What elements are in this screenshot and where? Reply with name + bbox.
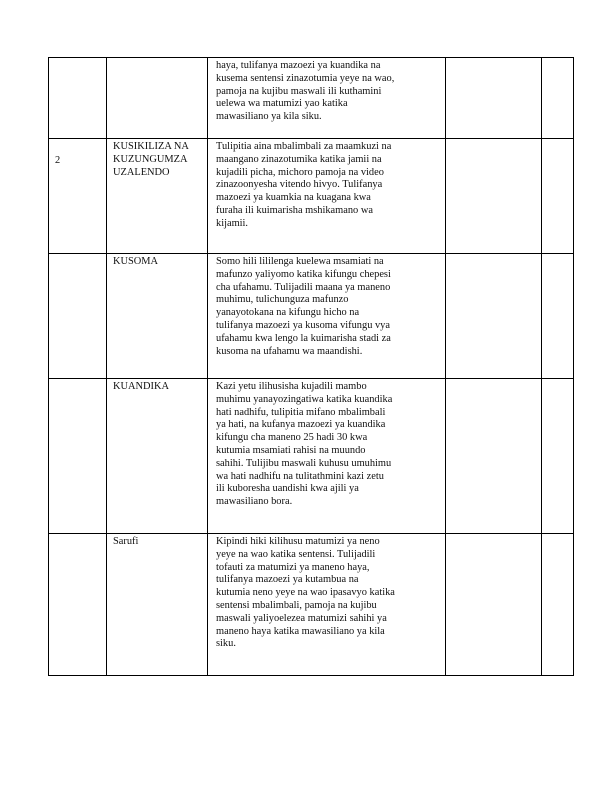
content-line: sentensi mbalimbali, pamoja na kujibu (216, 599, 377, 611)
topic-cell (107, 58, 208, 139)
table-row (49, 254, 574, 379)
content-line: Somo hili lililenga kuelewa msamiati na (216, 256, 384, 267)
topic-line: KUSOMA (113, 256, 159, 267)
content-cell (208, 379, 446, 534)
row-number-cell (49, 379, 107, 534)
content-line: tulifanya mazoezi ya kusoma vifungu vya (216, 319, 390, 331)
content-line: mawasiliano ya kila siku. (216, 111, 322, 123)
content-cell (208, 58, 446, 139)
row-number-cell (49, 58, 107, 139)
content-line: kutumia neno yeye na wao ipasavyo katika (216, 587, 395, 599)
content-line: tulifanya mazoezi ya kutambua na (216, 574, 359, 586)
empty-cell (542, 139, 574, 254)
content-line: maswali yaliyoelezea matumizi sahihi ya (216, 612, 387, 624)
topic-line: KUSIKILIZA NA (113, 141, 189, 152)
content-line: Kipindi hiki kilihusu matumizi ya neno (216, 536, 380, 547)
topic-cell (107, 254, 208, 379)
content-line: cha ufahamu. Tulijadili maana ya maneno (216, 281, 391, 293)
topic-line: KUZUNGUMZA (113, 153, 188, 165)
table-row (49, 379, 574, 534)
content-line: zinazoonyesha vitendo hivyo. Tulifanya (216, 179, 383, 191)
content-line: mafunzo yaliyomo katika kifungu chepesi (216, 268, 391, 280)
table-row (49, 139, 574, 254)
row-number-cell (49, 254, 107, 379)
content-line: kusema sentensi zinazotumia yeye na wao, (216, 72, 395, 84)
content-line: mawasiliano bora. (216, 496, 293, 508)
content-cell (208, 139, 446, 254)
topic-cell (107, 379, 208, 534)
content-line: kifungu cha maneno 25 hadi 30 kwa (216, 432, 368, 444)
content-line: ufahamu kwa lengo la kuimarisha stadi za (216, 332, 391, 344)
empty-cell (446, 58, 542, 139)
empty-cell (542, 534, 574, 676)
empty-cell (446, 254, 542, 379)
content-line: mazoezi ya kuamkia na kuagana kwa (216, 192, 371, 204)
content-line: yanayotokana na kifungu hicho na (216, 307, 360, 319)
content-line: haya, tulifanya mazoezi ya kuandika na (216, 60, 381, 71)
content-line: yeye na wao katika sentensi. Tulijadili (216, 548, 376, 560)
content-line: kujadili picha, michoro pamoja na video (216, 166, 384, 178)
content-line: siku. (216, 638, 236, 650)
content-line: pamoja na kujibu maswali ili kuthamini (216, 85, 382, 97)
content-line: hati nadhifu, tulipitia mifano mbalimbali (216, 406, 386, 418)
empty-cell (446, 379, 542, 534)
row-number-cell (49, 534, 107, 676)
content-line: kijamii. (216, 217, 249, 229)
content-line: maneno haya katika mawasiliano ya kila (216, 625, 385, 637)
topic-line: UZALENDO (113, 166, 170, 178)
content-line: muhimu, tulichunguza mafunzo (216, 294, 349, 306)
content-cell (208, 254, 446, 379)
empty-cell (542, 379, 574, 534)
table-row (49, 534, 574, 676)
empty-cell (542, 254, 574, 379)
content-line: wa hati nadhifu na tulitathmini kazi zetu (216, 470, 384, 482)
content-line: furaha ili kuimarisha mshikamano wa (216, 204, 373, 216)
content-line: Kazi yetu ilihusisha kujadili mambo (216, 381, 367, 392)
empty-cell (446, 534, 542, 676)
row-number-cell (49, 139, 107, 254)
content-cell (208, 534, 446, 676)
lesson-table (48, 57, 574, 676)
topic-cell (107, 534, 208, 676)
content-line: uelewa wa matumizi yao katika (216, 98, 348, 110)
content-line: muhimu yanayozingatiwa katika kuandika (216, 393, 393, 405)
content-line: Tulipitia aina mbalimbali za maamkuzi na (216, 141, 392, 152)
topic-line: KUANDIKA (113, 381, 169, 392)
content-line: ya hati, na kufanya mazoezi ya kuandika (216, 419, 386, 431)
content-line: sahihi. Tulijibu maswali kuhusu umuhimu (216, 457, 392, 469)
content-line: kusoma na ufahamu wa maandishi. (216, 345, 363, 357)
content-line: kutumia msamiati rahisi na muundo (216, 444, 366, 456)
content-line: maangano zinazotumika katika jamii na (216, 153, 382, 165)
empty-cell (542, 58, 574, 139)
content-line: tofauti za matumizi ya maneno haya, (216, 561, 370, 573)
table-row (49, 58, 574, 139)
content-line: ili kuboresha uandishi kwa ajili ya (216, 483, 359, 495)
empty-cell (446, 139, 542, 254)
topic-cell (107, 139, 208, 254)
topic-line: Sarufi (113, 536, 139, 547)
row-number: 2 (55, 155, 61, 166)
